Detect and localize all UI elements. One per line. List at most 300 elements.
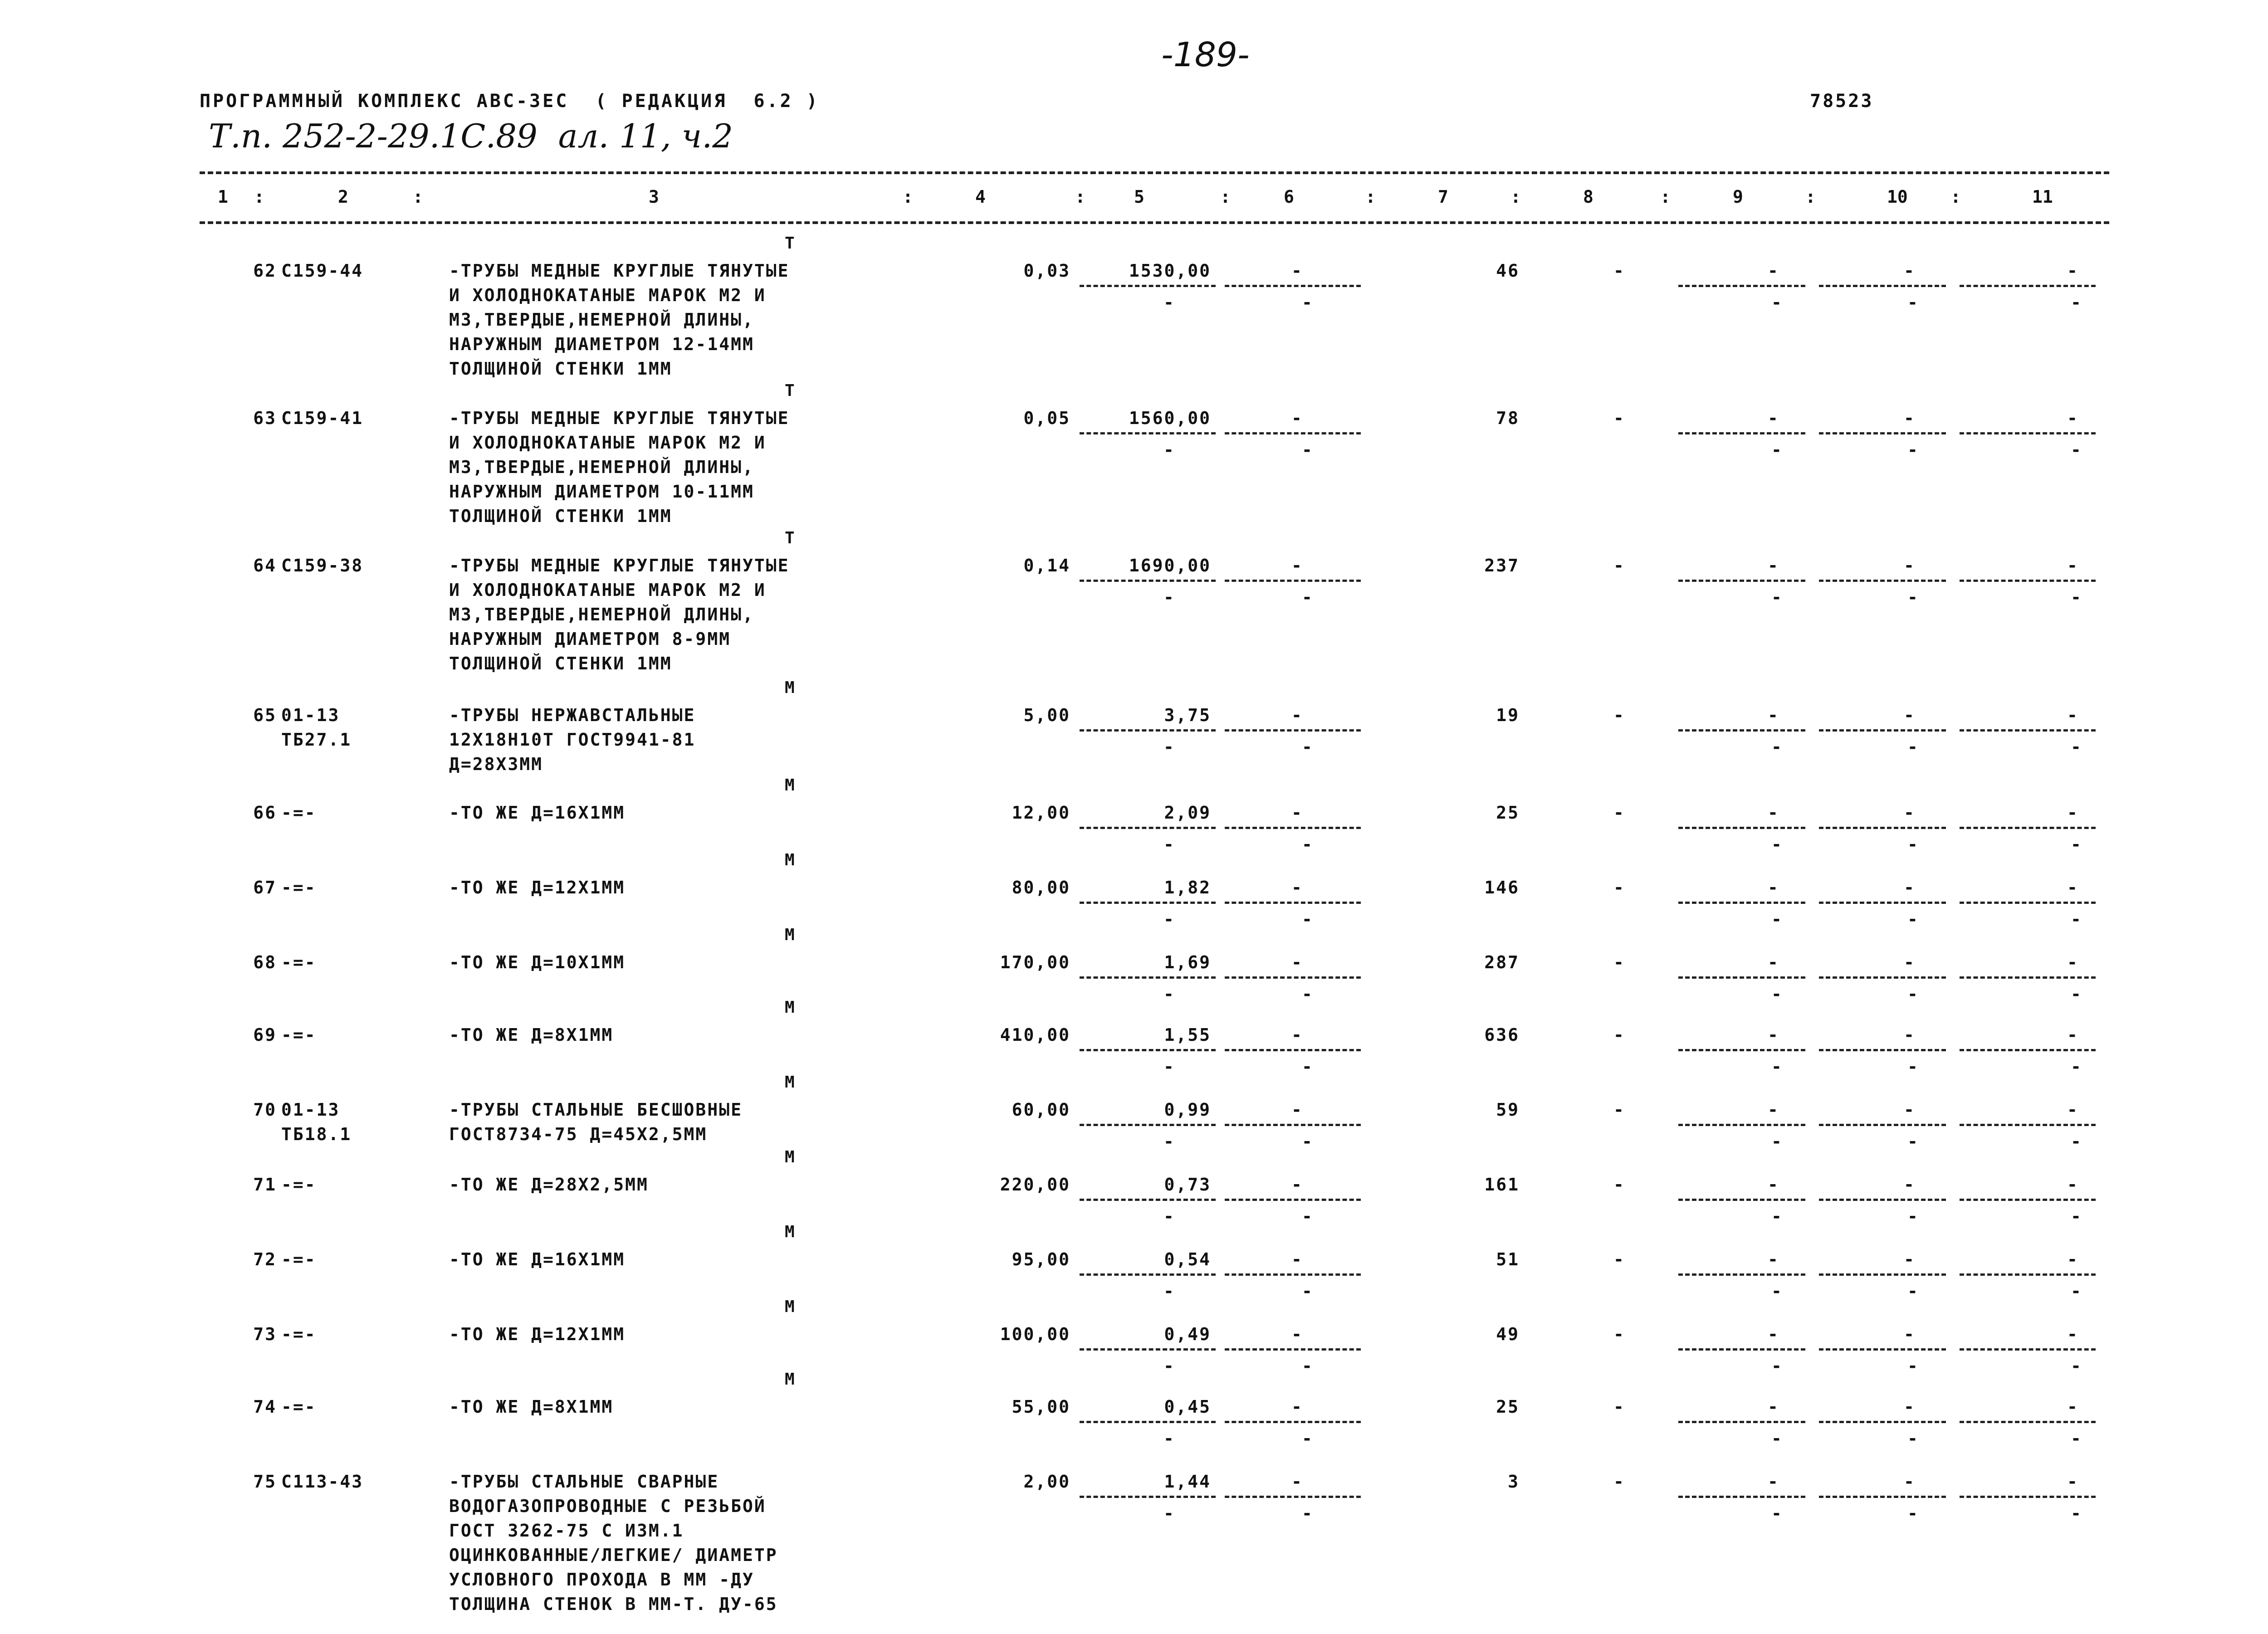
resource-description: И ХОЛОДНОКАТАНЫЕ МАРОК М2 И [449, 580, 766, 600]
empty-dash: - [2071, 1281, 2082, 1301]
value-c10: - [1904, 1472, 1916, 1492]
value-c6: - [1291, 556, 1303, 576]
value-c6: - [1291, 1472, 1303, 1492]
resource-code: -=- [281, 878, 317, 897]
unit-label: М [785, 1073, 795, 1092]
row-number: 70 [253, 1100, 277, 1120]
resource-description: ОЦИНКОВАННЫЕ/ЛЕГКИЕ/ ДИАМЕТР [449, 1545, 778, 1565]
empty-dash: - [1771, 1503, 1783, 1523]
row-number: 69 [253, 1025, 277, 1045]
value-c8: - [1613, 1324, 1625, 1344]
value-c11: - [2067, 1324, 2079, 1344]
value-c6: - [1291, 1025, 1303, 1045]
empty-dash: - [1771, 440, 1783, 460]
resource-description: И ХОЛОДНОКАТАНЫЕ МАРОК М2 И [449, 285, 766, 305]
column-separator: : [1950, 187, 1961, 207]
subtotal-rule [1678, 1348, 1805, 1351]
value-c7: 237 [1484, 556, 1520, 576]
value-c7: 161 [1484, 1175, 1520, 1195]
subtotal-rule [1225, 432, 1361, 434]
subtotal-rule [1225, 902, 1361, 904]
resource-description: ТОЛЩИНОЙ СТЕНКИ 1ММ [449, 654, 672, 673]
resource-description: ТОЛЩИНОЙ СТЕНКИ 1ММ [449, 359, 672, 379]
value-price: 1530,00 [1129, 261, 1211, 281]
subtotal-rule [1080, 580, 1216, 582]
value-c9: - [1768, 556, 1779, 576]
value-c11: - [2067, 705, 2079, 725]
value-c10: - [1904, 556, 1916, 576]
subtotal-rule [1819, 285, 1946, 287]
subtotal-rule [1080, 1421, 1216, 1423]
resource-code: -=- [281, 1249, 317, 1269]
resource-code: С159-44 [281, 261, 364, 281]
subtotal-rule [1819, 1496, 1946, 1498]
empty-dash: - [2071, 1503, 2082, 1523]
row-number: 65 [253, 705, 277, 725]
subtotal-rule [1819, 432, 1946, 434]
empty-dash: - [1907, 1132, 1919, 1151]
value-price: 1560,00 [1129, 408, 1211, 428]
value-c11: - [2067, 1100, 2079, 1120]
value-price: 0,99 [1164, 1100, 1211, 1120]
value-price: 1,44 [1164, 1472, 1211, 1492]
resource-code: ТБ27.1 [281, 730, 352, 750]
subtotal-rule [1678, 1049, 1805, 1051]
column-header-9: 9 [1733, 187, 1743, 207]
subtotal-rule [1819, 1199, 1946, 1201]
value-c6: - [1291, 1175, 1303, 1195]
empty-dash: - [1771, 1206, 1783, 1226]
value-qty: 55,00 [1012, 1397, 1070, 1417]
resource-description: М3,ТВЕРДЫЕ,НЕМЕРНОЙ ДЛИНЫ, [449, 605, 754, 624]
value-c11: - [2067, 1025, 2079, 1045]
subtotal-rule [1960, 1348, 2096, 1351]
empty-dash: - [1163, 737, 1175, 757]
empty-dash: - [1771, 293, 1783, 312]
subtotal-rule [1678, 1496, 1805, 1498]
resource-code: С159-41 [281, 408, 364, 428]
subtotal-rule [1819, 902, 1946, 904]
unit-label: М [785, 1148, 795, 1166]
resource-description: НАРУЖНЫМ ДИАМЕТРОМ 10-11ММ [449, 482, 754, 502]
resource-description: ГОСТ8734-75 Д=45Х2,5ММ [449, 1124, 708, 1144]
unit-label: Т [785, 381, 795, 400]
value-c10: - [1904, 878, 1916, 897]
empty-dash: - [1163, 293, 1175, 312]
empty-dash: - [1771, 909, 1783, 929]
empty-dash: - [2071, 834, 2082, 854]
column-separator: : [1220, 187, 1231, 207]
unit-label: Т [785, 529, 795, 547]
value-price: 1,82 [1164, 878, 1211, 897]
resource-description: -ТО ЖЕ Д=16Х1ММ [449, 803, 626, 823]
value-c9: - [1768, 408, 1779, 428]
row-number: 64 [253, 556, 277, 576]
row-number: 72 [253, 1249, 277, 1269]
value-c7: 25 [1496, 1397, 1520, 1417]
subtotal-rule [1080, 1496, 1216, 1498]
empty-dash: - [1163, 834, 1175, 854]
subtotal-rule [1678, 1124, 1805, 1126]
subtotal-rule [1225, 1273, 1361, 1276]
value-c9: - [1768, 1472, 1779, 1492]
column-separator: : [1075, 187, 1085, 207]
subtotal-rule [1678, 976, 1805, 979]
unit-label: М [785, 678, 795, 697]
subtotal-rule [1960, 729, 2096, 732]
subtotal-rule [1080, 432, 1216, 434]
value-c8: - [1613, 1025, 1625, 1045]
column-header-3: 3 [649, 187, 659, 207]
resource-code: -=- [281, 1397, 317, 1417]
row-number: 75 [253, 1472, 277, 1492]
value-c8: - [1613, 1472, 1625, 1492]
resource-description: М3,ТВЕРДЫЕ,НЕМЕРНОЙ ДЛИНЫ, [449, 310, 754, 330]
empty-dash: - [1771, 1356, 1783, 1376]
subtotal-rule [1225, 1124, 1361, 1126]
resource-code: -=- [281, 952, 317, 972]
column-separator: : [254, 187, 264, 207]
subtotal-rule [1819, 1421, 1946, 1423]
resource-description: -ТРУБЫ СТАЛЬНЫЕ БЕСШОВНЫЕ [449, 1100, 743, 1120]
unit-label: М [785, 1223, 795, 1241]
value-c10: - [1904, 705, 1916, 725]
empty-dash: - [1771, 587, 1783, 607]
value-c11: - [2067, 1249, 2079, 1269]
value-c8: - [1613, 1249, 1625, 1269]
subtotal-rule [1960, 1273, 2096, 1276]
empty-dash: - [1163, 1503, 1175, 1523]
subtotal-rule [1080, 1049, 1216, 1051]
column-separator: : [903, 187, 913, 207]
handwritten-reference: Т.п. 252-2-29.1С.89 ал. 11, ч.2 [209, 117, 733, 155]
row-number: 62 [253, 261, 277, 281]
value-c7: 287 [1484, 952, 1520, 972]
empty-dash: - [1302, 737, 1314, 757]
value-c7: 25 [1496, 803, 1520, 823]
resource-description: -ТРУБЫ СТАЛЬНЫЕ СВАРНЫЕ [449, 1472, 719, 1492]
value-c11: - [2067, 261, 2079, 281]
empty-dash: - [1302, 984, 1314, 1004]
unit-label: М [785, 998, 795, 1017]
resource-description: ТОЛЩИНА СТЕНОК В ММ-Т. ДУ-65 [449, 1594, 778, 1614]
value-c11: - [2067, 556, 2079, 576]
value-c11: - [2067, 1175, 2079, 1195]
empty-dash: - [1302, 1281, 1314, 1301]
value-c6: - [1291, 408, 1303, 428]
empty-dash: - [2071, 1206, 2082, 1226]
column-header-6: 6 [1284, 187, 1294, 207]
empty-dash: - [1907, 1356, 1919, 1376]
subtotal-rule [1080, 902, 1216, 904]
unit-label: М [785, 1297, 795, 1316]
value-c11: - [2067, 803, 2079, 823]
value-c7: 3 [1508, 1472, 1520, 1492]
column-header-7: 7 [1438, 187, 1448, 207]
value-c7: 19 [1496, 705, 1520, 725]
empty-dash: - [1907, 737, 1919, 757]
resource-description: -ТО ЖЕ Д=8Х1ММ [449, 1025, 614, 1045]
value-c11: - [2067, 952, 2079, 972]
table-top-rule [200, 171, 2109, 174]
empty-dash: - [2071, 984, 2082, 1004]
value-c9: - [1768, 1100, 1779, 1120]
empty-dash: - [1907, 1206, 1919, 1226]
column-header-5: 5 [1134, 187, 1144, 207]
row-number: 68 [253, 952, 277, 972]
value-c10: - [1904, 1025, 1916, 1045]
value-qty: 410,00 [1000, 1025, 1070, 1045]
value-c8: - [1613, 408, 1625, 428]
subtotal-rule [1819, 827, 1946, 829]
empty-dash: - [2071, 909, 2082, 929]
value-c9: - [1768, 1324, 1779, 1344]
resource-code: С159-38 [281, 556, 364, 576]
empty-dash: - [2071, 293, 2082, 312]
subtotal-rule [1960, 1496, 2096, 1498]
value-c9: - [1768, 1397, 1779, 1417]
value-qty: 80,00 [1012, 878, 1070, 897]
subtotal-rule [1080, 976, 1216, 979]
subtotal-rule [1080, 285, 1216, 287]
column-header-8: 8 [1583, 187, 1593, 207]
value-price: 0,73 [1164, 1175, 1211, 1195]
subtotal-rule [1080, 1199, 1216, 1201]
page-number: -189- [1161, 35, 1250, 74]
value-c6: - [1291, 261, 1303, 281]
empty-dash: - [1163, 587, 1175, 607]
empty-dash: - [2071, 1356, 2082, 1376]
empty-dash: - [1302, 909, 1314, 929]
value-price: 2,09 [1164, 803, 1211, 823]
resource-description: НАРУЖНЫМ ДИАМЕТРОМ 12-14ММ [449, 334, 754, 354]
subtotal-rule [1080, 1348, 1216, 1351]
subtotal-rule [1080, 729, 1216, 732]
column-header-1: 1 [218, 187, 228, 207]
value-qty: 2,00 [1023, 1472, 1070, 1492]
value-qty: 12,00 [1012, 803, 1070, 823]
empty-dash: - [2071, 1057, 2082, 1077]
empty-dash: - [1771, 1429, 1783, 1449]
value-c7: 636 [1484, 1025, 1520, 1045]
empty-dash: - [1163, 1281, 1175, 1301]
value-c7: 51 [1496, 1249, 1520, 1269]
resource-code: -=- [281, 803, 317, 823]
value-c10: - [1904, 1100, 1916, 1120]
resource-description: ВОДОГАЗОПРОВОДНЫЕ С РЕЗЬБОЙ [449, 1496, 766, 1516]
value-c6: - [1291, 1249, 1303, 1269]
empty-dash: - [1302, 1206, 1314, 1226]
subtotal-rule [1678, 432, 1805, 434]
subtotal-rule [1819, 1124, 1946, 1126]
column-separator: : [1805, 187, 1816, 207]
subtotal-rule [1960, 1124, 2096, 1126]
subtotal-rule [1960, 285, 2096, 287]
column-separator: : [413, 187, 423, 207]
value-c8: - [1613, 1100, 1625, 1120]
value-qty: 0,14 [1023, 556, 1070, 576]
resource-code: -=- [281, 1025, 317, 1045]
resource-description: -ТО ЖЕ Д=28Х2,5ММ [449, 1175, 649, 1195]
value-qty: 0,05 [1023, 408, 1070, 428]
empty-dash: - [1302, 834, 1314, 854]
empty-dash: - [1771, 834, 1783, 854]
resource-description: -ТО ЖЕ Д=8Х1ММ [449, 1397, 614, 1417]
value-c8: - [1613, 261, 1625, 281]
value-c11: - [2067, 408, 2079, 428]
subtotal-rule [1225, 580, 1361, 582]
value-c10: - [1904, 1175, 1916, 1195]
value-qty: 170,00 [1000, 952, 1070, 972]
resource-description: -ТРУБЫ МЕДНЫЕ КРУГЛЫЕ ТЯНУТЫЕ [449, 556, 790, 576]
value-c7: 146 [1484, 878, 1520, 897]
column-separator: : [1365, 187, 1376, 207]
program-header: ПРОГРАММНЫЙ КОМПЛЕКС АВС-3ЕС ( РЕДАКЦИЯ 6.2 ) [200, 91, 820, 112]
subtotal-rule [1225, 285, 1361, 287]
empty-dash: - [1302, 293, 1314, 312]
empty-dash: - [1907, 909, 1919, 929]
subtotal-rule [1819, 976, 1946, 979]
subtotal-rule [1819, 729, 1946, 732]
subtotal-rule [1225, 976, 1361, 979]
value-price: 1,69 [1164, 952, 1211, 972]
value-qty: 0,03 [1023, 261, 1070, 281]
empty-dash: - [1302, 1356, 1314, 1376]
value-c9: - [1768, 803, 1779, 823]
value-c6: - [1291, 878, 1303, 897]
value-c11: - [2067, 1397, 2079, 1417]
subtotal-rule [1225, 1496, 1361, 1498]
empty-dash: - [1163, 1132, 1175, 1151]
empty-dash: - [2071, 587, 2082, 607]
subtotal-rule [1678, 902, 1805, 904]
table-header-rule [200, 221, 2109, 224]
subtotal-rule [1819, 1273, 1946, 1276]
value-c10: - [1904, 952, 1916, 972]
subtotal-rule [1225, 1348, 1361, 1351]
subtotal-rule [1960, 1421, 2096, 1423]
unit-label: М [785, 851, 795, 869]
value-c9: - [1768, 705, 1779, 725]
empty-dash: - [1302, 1503, 1314, 1523]
resource-description: -ТО ЖЕ Д=12Х1ММ [449, 878, 626, 897]
subtotal-rule [1960, 1049, 2096, 1051]
empty-dash: - [1771, 737, 1783, 757]
value-c7: 46 [1496, 261, 1520, 281]
empty-dash: - [1163, 440, 1175, 460]
value-c6: - [1291, 1100, 1303, 1120]
empty-dash: - [1907, 293, 1919, 312]
subtotal-rule [1225, 729, 1361, 732]
empty-dash: - [1907, 1429, 1919, 1449]
unit-label: М [785, 1370, 795, 1389]
value-qty: 95,00 [1012, 1249, 1070, 1269]
resource-code: 01-13 [281, 705, 340, 725]
value-price: 1,55 [1164, 1025, 1211, 1045]
value-price: 0,49 [1164, 1324, 1211, 1344]
value-price: 0,54 [1164, 1249, 1211, 1269]
resource-description: -ТРУБЫ НЕРЖАВСТАЛЬНЫЕ [449, 705, 696, 725]
empty-dash: - [1771, 1281, 1783, 1301]
resource-code: -=- [281, 1175, 317, 1195]
row-number: 73 [253, 1324, 277, 1344]
empty-dash: - [1163, 909, 1175, 929]
resource-description: -ТРУБЫ МЕДНЫЕ КРУГЛЫЕ ТЯНУТЫЕ [449, 408, 790, 428]
empty-dash: - [1163, 1057, 1175, 1077]
empty-dash: - [2071, 440, 2082, 460]
resource-description: -ТО ЖЕ Д=12Х1ММ [449, 1324, 626, 1344]
unit-label: М [785, 926, 795, 944]
subtotal-rule [1819, 1049, 1946, 1051]
value-c9: - [1768, 1175, 1779, 1195]
subtotal-rule [1225, 1199, 1361, 1201]
row-number: 67 [253, 878, 277, 897]
resource-description: ГОСТ 3262-75 С ИЗМ.1 [449, 1521, 684, 1541]
value-c10: - [1904, 803, 1916, 823]
value-c6: - [1291, 952, 1303, 972]
resource-description: М3,ТВЕРДЫЕ,НЕМЕРНОЙ ДЛИНЫ, [449, 457, 754, 477]
subtotal-rule [1819, 580, 1946, 582]
resource-code: -=- [281, 1324, 317, 1344]
empty-dash: - [2071, 1429, 2082, 1449]
row-number: 71 [253, 1175, 277, 1195]
value-c9: - [1768, 1025, 1779, 1045]
value-c10: - [1904, 1324, 1916, 1344]
subtotal-rule [1678, 827, 1805, 829]
empty-dash: - [1907, 834, 1919, 854]
empty-dash: - [1163, 1356, 1175, 1376]
subtotal-rule [1678, 729, 1805, 732]
document-code: 78523 [1810, 91, 1874, 112]
resource-description: Д=28Х3ММ [449, 754, 543, 774]
value-c6: - [1291, 705, 1303, 725]
resource-code: ТБ18.1 [281, 1124, 352, 1144]
empty-dash: - [1771, 1057, 1783, 1077]
subtotal-rule [1678, 285, 1805, 287]
resource-code: 01-13 [281, 1100, 340, 1120]
subtotal-rule [1225, 827, 1361, 829]
value-c8: - [1613, 556, 1625, 576]
empty-dash: - [1302, 1132, 1314, 1151]
value-c8: - [1613, 803, 1625, 823]
empty-dash: - [1302, 1057, 1314, 1077]
resource-description: ТОЛЩИНОЙ СТЕНКИ 1ММ [449, 506, 672, 526]
subtotal-rule [1225, 1421, 1361, 1423]
empty-dash: - [1302, 440, 1314, 460]
empty-dash: - [1907, 1503, 1919, 1523]
value-c10: - [1904, 408, 1916, 428]
value-c6: - [1291, 803, 1303, 823]
subtotal-rule [1080, 1124, 1216, 1126]
value-c7: 78 [1496, 408, 1520, 428]
subtotal-rule [1080, 1273, 1216, 1276]
value-c11: - [2067, 1472, 2079, 1492]
subtotal-rule [1960, 902, 2096, 904]
column-header-11: 11 [2032, 187, 2053, 207]
value-c8: - [1613, 878, 1625, 897]
empty-dash: - [1163, 1206, 1175, 1226]
empty-dash: - [1302, 1429, 1314, 1449]
unit-label: Т [785, 234, 795, 253]
value-c6: - [1291, 1397, 1303, 1417]
empty-dash: - [2071, 737, 2082, 757]
empty-dash: - [1163, 1429, 1175, 1449]
value-c10: - [1904, 1397, 1916, 1417]
subtotal-rule [1080, 827, 1216, 829]
value-c8: - [1613, 705, 1625, 725]
column-separator: : [1510, 187, 1521, 207]
empty-dash: - [1907, 984, 1919, 1004]
